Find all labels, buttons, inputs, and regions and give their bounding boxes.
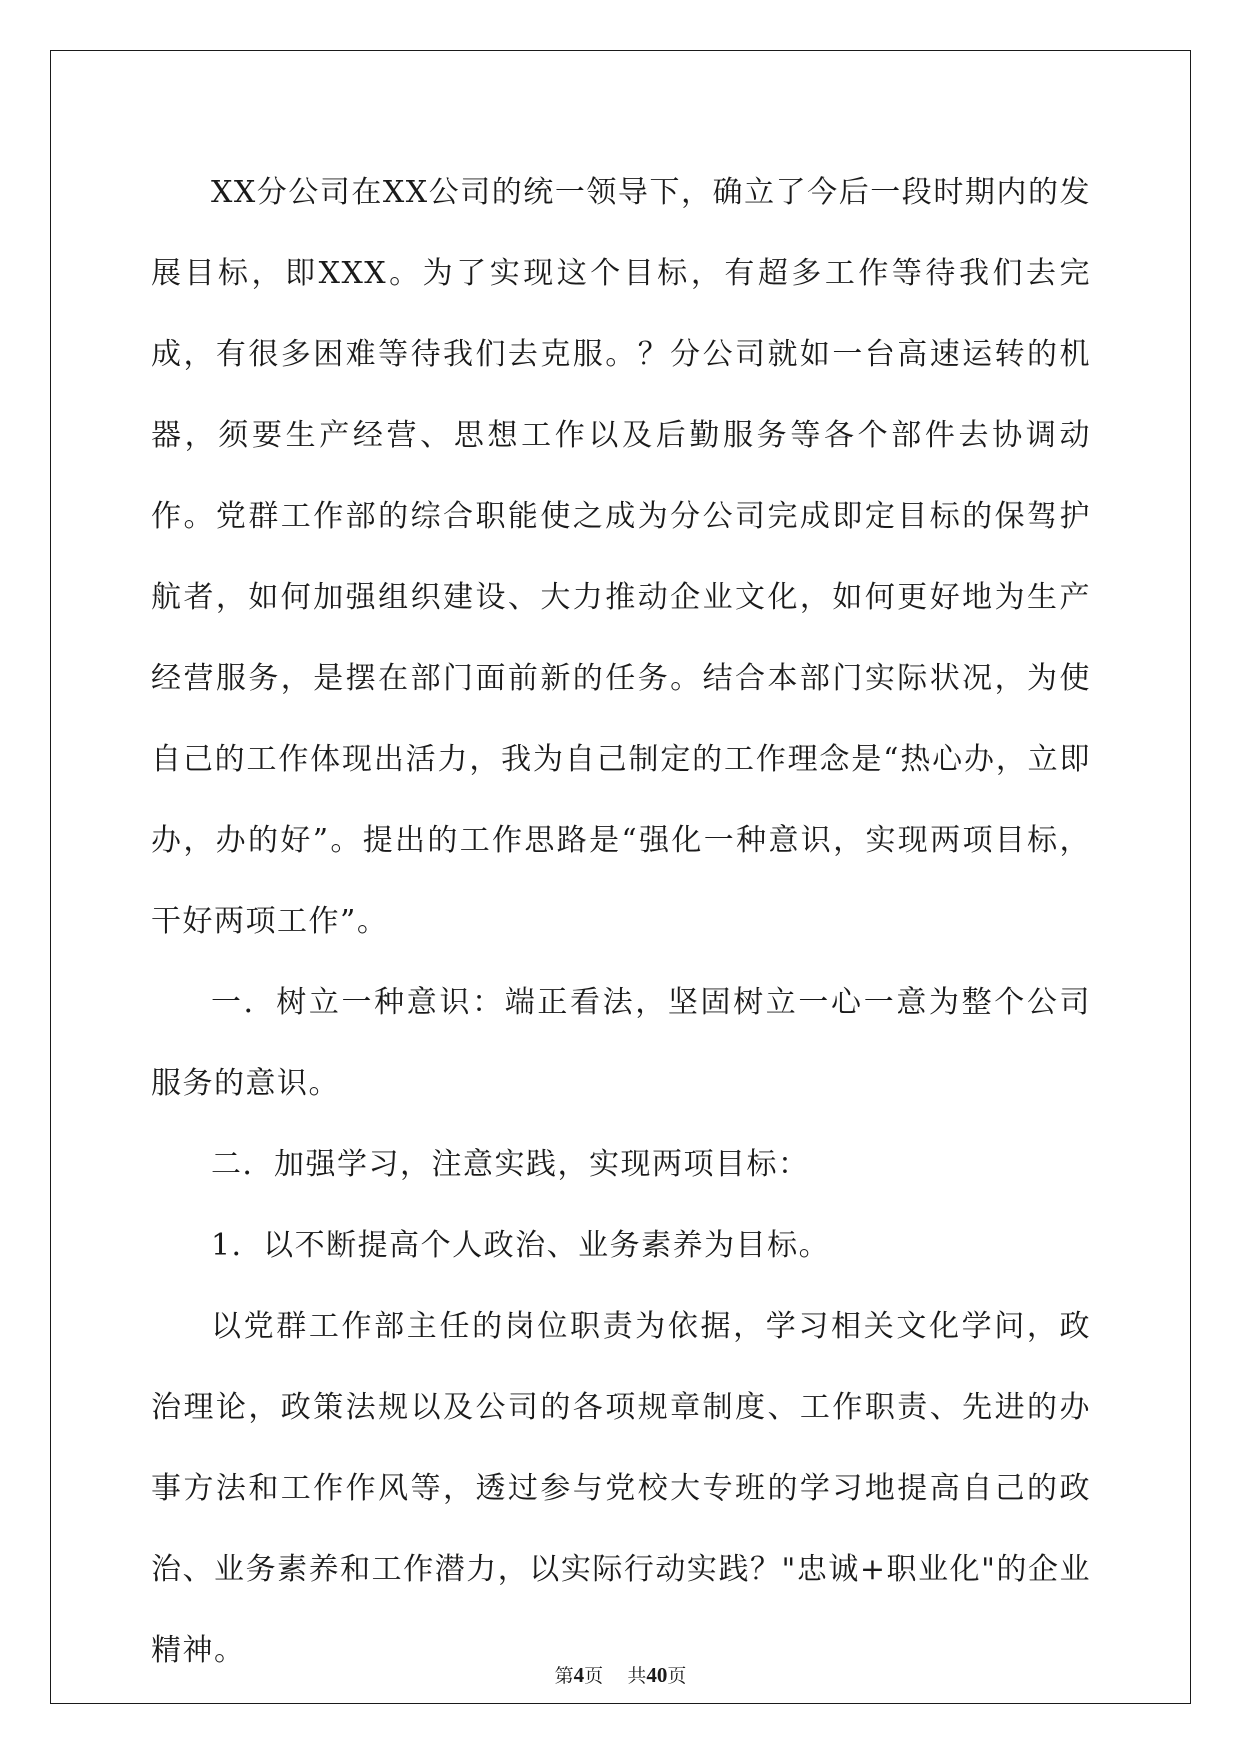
paragraph-section-two: 二．加强学习，注意实践，实现两项目标： <box>211 1147 810 1182</box>
paragraph-intro: XX分公司在XX公司的统一领导下，确立了今后一段时期内的发展目标，即XXX。为了实现这个目标，有超多工作等待我们去完成，有很多困难等待我们去克服。？分公司就如一台高速运转的机器，须要生产经营、思想工作以及后勤服务等各个部件去协调动作。党群工作部的综合职能使之成为分公司完成即定目标的保驾护航者，如何加强组织建设、大力推动企业文化，如何更好地为生产经营服务，是摆在部门面前新的任务。结合本部门实际状况，为使自己的工作体现出活力，我为自己制定的工作理念是“热心办，立即办，办的好”。提出的工作思路是“强化一种意识，实现两项目标，干好两项工作”。 <box>151 175 1091 939</box>
footer-total-pages: 40 <box>646 1663 668 1687</box>
footer-page-prefix: 第 <box>554 1665 574 1687</box>
footer-total-prefix: 共 <box>627 1665 647 1687</box>
footer-total-unit: 页 <box>667 1665 687 1687</box>
footer-page-number: 4 <box>573 1663 585 1687</box>
paragraph-item-one: 1．以不断提高个人政治、业务素养为目标。 <box>211 1228 831 1263</box>
paragraph-section-one: 一．树立一种意识：端正看法，坚固树立一心一意为整个公司服务的意识。 <box>151 985 1091 1101</box>
document-body <box>151 152 1091 1691</box>
page-footer <box>0 1661 1241 1688</box>
footer-page-unit: 页 <box>584 1665 604 1687</box>
paragraph-study: 以党群工作部主任的岗位职责为依据，学习相关文化学问，政治理论，政策法规以及公司的各项规章制度、工作职责、先进的办事方法和工作作风等，透过参与党校大专班的学习地提高自己的政治、业务素养和工作潜力，以实际行动实践？"忠诚+职业化"的企业精神。 <box>151 1309 1091 1668</box>
